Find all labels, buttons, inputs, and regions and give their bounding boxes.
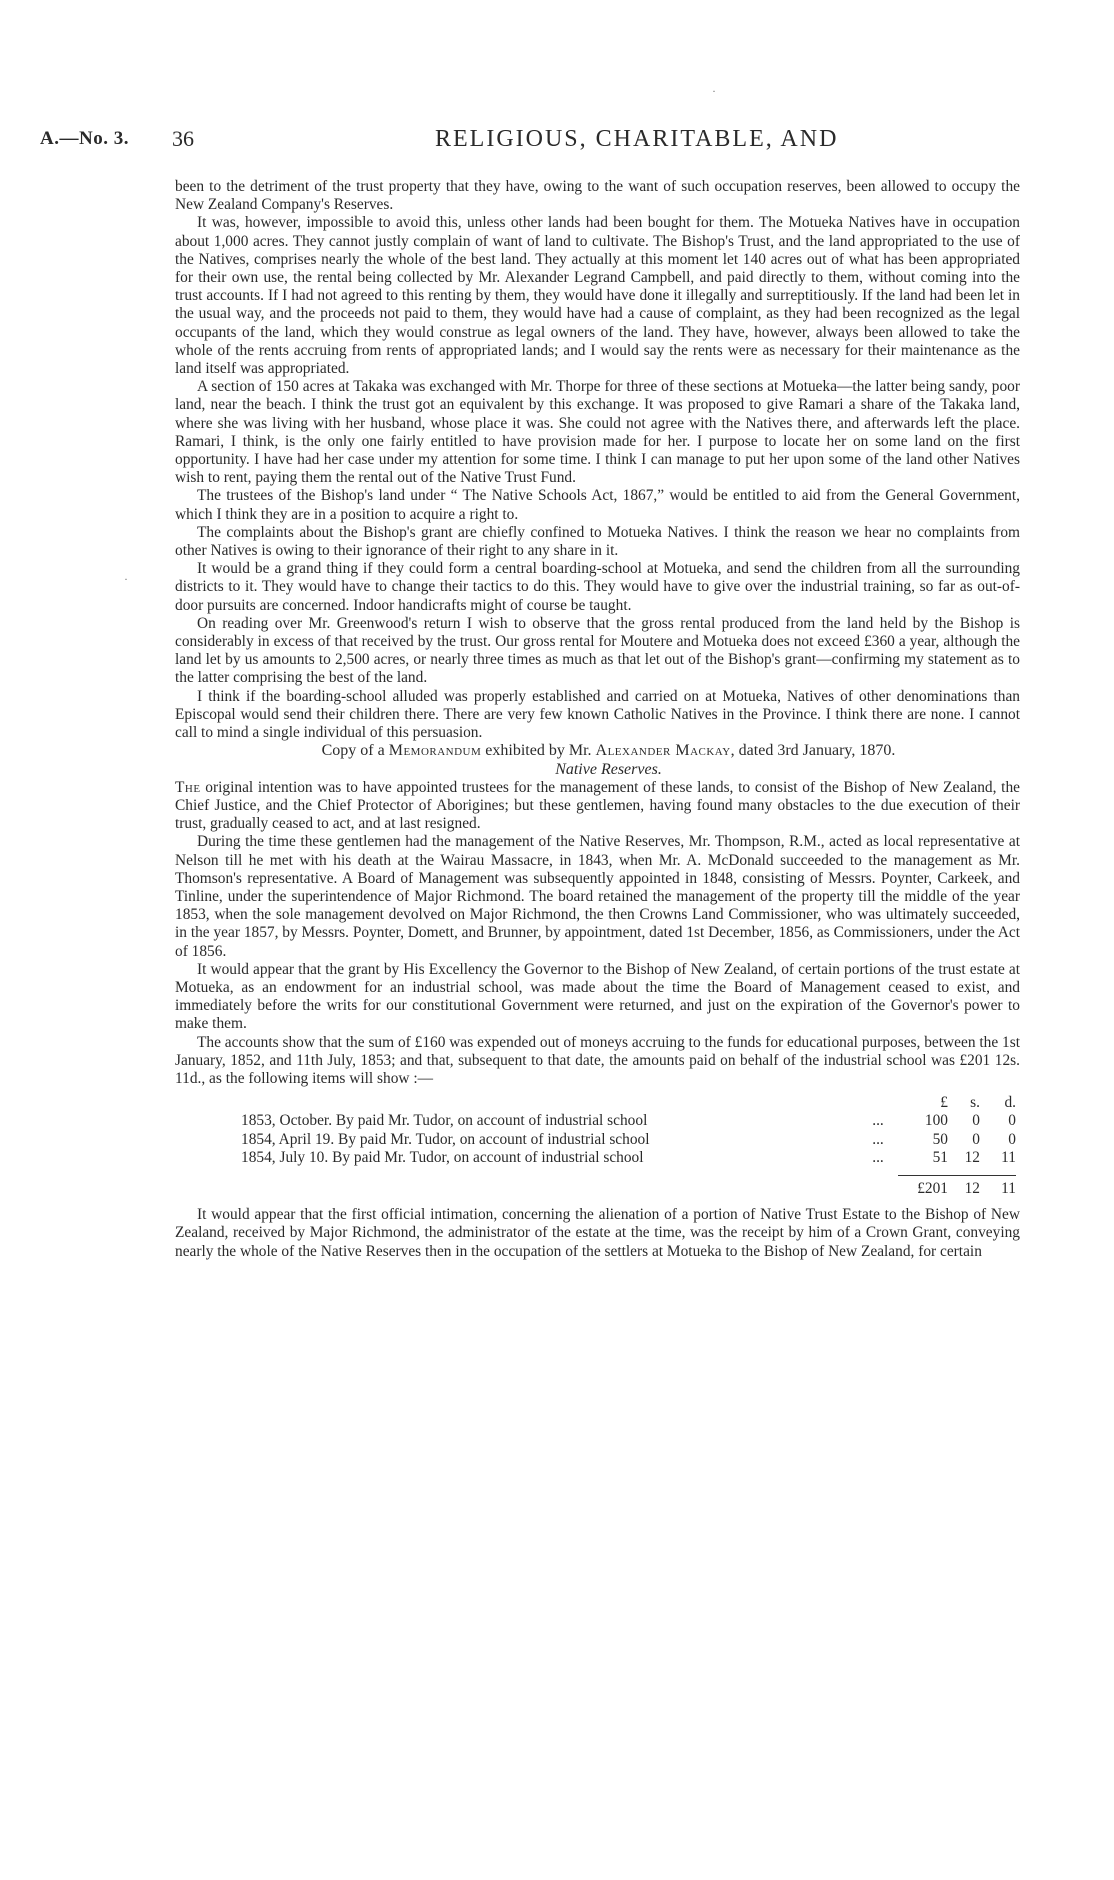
memo-middle: exhibited by Mr. xyxy=(485,742,592,760)
pounds: 100 xyxy=(924,1112,948,1130)
accounts-table xyxy=(175,1094,1020,1198)
table-row xyxy=(241,1112,1020,1130)
shillings: 12 xyxy=(964,1148,980,1166)
paragraph: It would appear that the grant by His Excellency the Governor to the Bishop of New Zealand, of certain portions of the trust estate at Motueka, as an endowment for an industrial school, was made about the time the Board of Management ceased to exist, and immediately before the writs for our constitutional Government were returned, and just on the expiration of the Governor's power to make them. xyxy=(175,960,1020,1033)
memo-date: , dated 3rd January, 1870. xyxy=(730,742,896,760)
document-reference: A.—No. 3. xyxy=(40,128,129,149)
page-header xyxy=(40,126,1080,156)
paragraph: A section of 150 acres at Takaka was exchanged with Mr. Thorpe for three of these sections at Motueka—the latter being sandy, poor land, near the beach. I think the trust got an equivalent by this exchange. It was proposed to give Ramari a share of the Takaka land, where she was living with her husband, whose place it was. She could not agree with the Natives there, and afterwards left the place. Ramari, I think, is the only one fairly entitled to have provision made for her. I purpose to locate her on some land on the first opportunity. I have had her case under my attention for some time. I think I can manage to put her upon some of the land other Natives wish to rent, paying them the rental out of the Native Trust Fund. xyxy=(175,378,1020,487)
shillings: 0 xyxy=(972,1130,980,1148)
shillings: 0 xyxy=(972,1112,980,1130)
section-subheading: Native Reserves. xyxy=(555,760,662,778)
memo-prefix: Copy of a xyxy=(321,742,385,760)
paragraph: It would be a grand thing if they could form a central boarding-school at Motueka, and send the children from all the surrounding districts to it. They would have to change their tactics to do this. They would have to give over the industrial training, so far as out-of-door pursuits are concerned. Indoor handicrafts might of course be taught. xyxy=(175,560,1020,614)
paragraph: During the time these gentlemen had the management of the Native Reserves, Mr. Thompson, R.M., acted as local representative at Nelson till he met with his death at the Wairau Massacre, in 1843, when Mr. A. McDonald succeeded to the management as Mr. Thomson's representative. A Board of Management was subsequently appointed in 1848, consisting of Messrs. Poynter, Carkeek, and Tinline, under the superintendence of Major Richmond. The board retained the management of the property till the middle of the year 1853, when the sole management devolved on Major Richmond, the then Crowns Land Commissioner, who was ultimately succeeded, in the year 1857, by Messrs. Poynter, Domett, and Brunner, by appointment, dated 1st December, 1856, as Commissioners, under the Act of 1856. xyxy=(175,833,1020,960)
paragraph: It would appear that the first official intimation, concerning the alienation of a portion of Native Trust Estate to the Bishop of New Zealand, received by Major Richmond, the administrator of the estate at the time, was the receipt by him of a Crown Grant, conveying nearly the whole of the Native Reserves then in the occupation of the settlers at Motueka to the Bishop of New Zealand, for certain xyxy=(175,1206,1020,1260)
total-pence: 11 xyxy=(1001,1179,1016,1197)
row-leader: ... xyxy=(872,1112,884,1130)
paragraph: It was, however, impossible to avoid this, unless other lands had been bought for them. The Motueka Natives have in occupation about 1,000 acres. They cannot justly complain of want of land to cultivate. The Bishop's Trust, and the land appropriated to the use of the Natives, comprises nearly the whole of the best land. They actually at this moment let 140 acres out of what has been appropriated for their own use, the rental being collected by Mr. Alexander Legrand Campbell, and paid directly to them, without coming into the trust accounts. If I had not agreed to this renting by them, they would have done it illegally and surreptitiously. If the land had been let in the usual way, and the proceeds not paid to them, they would have had a cause of complaint, as they had been recognized as the legal occupants of the land, which they would construe as legal owners of the land. They have, however, always been allowed to take the whole of the rents accruing from rents of appropriated lands; and I would say the rents were as necessary for their maintenance as the land itself was appropriated. xyxy=(175,214,1020,378)
row-amount xyxy=(898,1112,1020,1130)
table-row xyxy=(241,1131,1020,1149)
pounds: 51 xyxy=(932,1148,948,1166)
paragraph-text: original intention was to have appointed trustees for the management of these lands, to consist of the Bishop of New Zealand, the Chief Justice, and the Chief Protector of Aborigines; but these gentlemen, having found many obstacles to the due execution of their trust, gradually ceased to act, and at last resigned. xyxy=(175,778,1020,833)
total-amount xyxy=(898,1175,1016,1198)
pence: 11 xyxy=(1001,1148,1016,1166)
memorandum-heading xyxy=(175,742,1020,760)
table-row xyxy=(241,1149,1020,1167)
lead-word: The xyxy=(175,778,201,796)
paragraph: On reading over Mr. Greenwood's return I wish to observe that the gross rental produced from the land held by the Bishop is considerably in excess of that received by the trust. Our gross rental for Moutere and Motueka does not exceed £360 a year, although the land let by us amounts to 2,500 acres, or nearly three times as much as that let out of the Bishop's grant—confirming my statement as to the latter comprising the best of the land. xyxy=(175,614,1020,687)
paragraph: The accounts show that the sum of £160 was expended out of moneys accruing to the funds for educational purposes, between the 1st January, 1852, and 11th July, 1853; and that, subsequent to that date, the amounts paid on behalf of the industrial school was £201 12s. 11d., as the following items will show :— xyxy=(175,1033,1020,1087)
running-title: RELIGIOUS, CHARITABLE, AND xyxy=(435,126,839,152)
row-description: 1853, October. By paid Mr. Tudor, on account of industrial school xyxy=(241,1112,648,1130)
paragraph: I think if the boarding-school alluded was properly established and carried on at Motueka, Natives of other denominations than Episcopal would send their children there. There are very few known Catholic Natives in the Province. I think there are none. I cannot call to mind a single individual of this persuasion. xyxy=(175,687,1020,742)
pence: 0 xyxy=(1008,1130,1016,1148)
row-amount xyxy=(898,1131,1020,1149)
row-amount xyxy=(898,1149,1020,1167)
total-pounds: £201 xyxy=(917,1179,948,1197)
page-number: 36 xyxy=(172,126,194,151)
paragraph: The trustees of the Bishop's land under “ The Native Schools Act, 1867,” would be entitled to aid from the General Government, which I think they are in a position to acquire a right to. xyxy=(175,487,1020,523)
pence-header: d. xyxy=(1004,1094,1016,1112)
accounts-header xyxy=(175,1094,1020,1112)
paragraph: been to the detriment of the trust property that they have, owing to the want of such occupation reserves, been allowed to occupy the New Zealand Company's Reserves. xyxy=(175,178,1020,214)
shillings-header: s. xyxy=(970,1094,980,1112)
paragraph: The complaints about the Bishop's grant are chiefly confined to Motueka Natives. I think the reason we hear no complaints from other Natives is owing to their ignorance of their right to any share in it. xyxy=(175,523,1020,560)
row-description: 1854, July 10. By paid Mr. Tudor, on account of industrial school xyxy=(241,1148,644,1166)
pounds: 50 xyxy=(932,1130,948,1148)
document-body xyxy=(175,178,1020,1261)
row-leader: ... xyxy=(872,1148,884,1166)
total-shillings: 12 xyxy=(964,1179,980,1197)
row-leader: ... xyxy=(872,1130,884,1148)
print-speck: · xyxy=(124,572,128,586)
memo-word: Memorandum xyxy=(388,742,482,760)
paragraph xyxy=(175,779,1020,834)
print-speck: · xyxy=(712,84,716,98)
row-description: 1854, April 19. By paid Mr. Tudor, on account of industrial school xyxy=(241,1130,650,1148)
pounds-header: £ xyxy=(940,1094,948,1112)
memo-author: Alexander Mackay xyxy=(595,742,731,760)
pence: 0 xyxy=(1008,1112,1016,1130)
accounts-total xyxy=(175,1175,1020,1198)
